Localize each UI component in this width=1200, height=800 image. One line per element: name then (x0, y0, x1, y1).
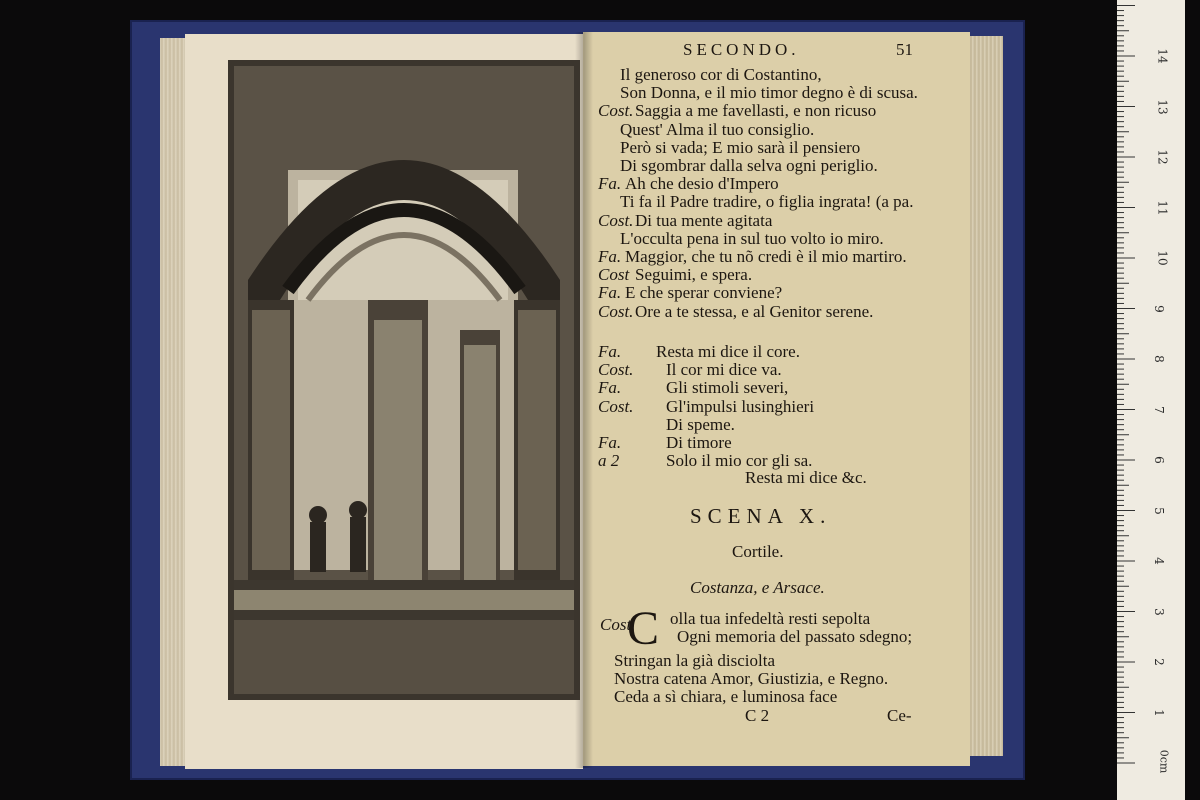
ruler-number: 5 (1151, 506, 1166, 515)
ruler-number: 2 (1151, 658, 1166, 666)
scene-characters: Costanza, e Arsace. (690, 578, 825, 597)
verse-line: E che sperar conviene? (625, 283, 783, 303)
page-number: 51 (896, 40, 913, 59)
verse-line: Di timore (666, 433, 732, 452)
verse-line: Il cor mi dice va. (666, 360, 782, 380)
ruler-number: 12 (1155, 149, 1170, 165)
verse-line: Di tua mente agitata (635, 210, 773, 230)
speaker-label: Fa. (598, 378, 622, 398)
verse-line: Però si vada; E mio sarà il pensiero (620, 137, 861, 157)
verse-line: Il generoso cor di Costantino, (620, 65, 822, 84)
speaker-label: Cost. (598, 301, 634, 321)
verse-line: Resta mi dice il core. (656, 342, 800, 361)
verse-line: Ceda a sì chiara, e luminosa face (614, 687, 838, 706)
ruler-number: 4 (1151, 557, 1166, 565)
ruler-ticks (1117, 0, 1185, 800)
scene-speaker: Cost. (600, 615, 636, 634)
verse-line: Seguimi, e spera. (635, 265, 753, 285)
speaker-label: Cost. (598, 210, 634, 230)
catchword: Ce- (887, 706, 912, 725)
ruler-number: 9 (1151, 304, 1166, 313)
speaker-label: Fa. (598, 342, 622, 361)
verse-line: Son Donna, e il mio timor degno è di scusa. (620, 83, 918, 103)
speaker-label: Cost (598, 265, 630, 285)
measuring-ruler (1117, 0, 1185, 800)
verse-line: L'occulta pena in sul tuo volto io miro. (620, 228, 884, 248)
running-head: SECONDO. (683, 40, 800, 59)
scene-setting: Cortile. (732, 542, 784, 561)
ruler-number: 6 (1151, 456, 1166, 464)
verse-line: olla tua infedeltà resti sepolta (670, 609, 871, 628)
ruler-number: 10 (1155, 250, 1170, 266)
verse-line: Nostra catena Amor, Giustizia, e Regno. (614, 669, 889, 688)
verse-line: Gli stimoli severi, (666, 378, 789, 398)
engraved-plate-illustration (228, 60, 580, 700)
ruler-unit-label: 0cm (1157, 749, 1171, 774)
ruler-number: 1 (1151, 708, 1166, 717)
signature-mark: C 2 (745, 706, 770, 725)
speaker-label: Fa. (598, 283, 622, 303)
drop-capital: C (627, 602, 660, 655)
verse-line: Gl'impulsi lusinghieri (666, 396, 815, 416)
verse-line: Saggia a me favellasti, e non ricuso (635, 101, 877, 121)
aria-repeat-line: Resta mi dice &c. (745, 468, 867, 487)
right-page-edges (965, 36, 1003, 756)
ruler-number: 3 (1151, 607, 1166, 616)
speaker-label: a 2 (598, 451, 620, 471)
verse-line: Solo il mio cor gli sa. (666, 451, 813, 471)
verse-line: Maggior, che tu nõ credi è il mio martiro. (625, 247, 907, 266)
speaker-label: Cost. (598, 396, 634, 416)
speaker-label: Cost. (598, 101, 634, 121)
verse-line: Ore a te stessa, e al Genitor serene. (635, 301, 874, 321)
verse-line: Di speme. (666, 414, 735, 434)
ruler-number: 13 (1155, 98, 1170, 115)
ruler-number: 8 (1151, 355, 1166, 363)
speaker-label: Fa. (598, 433, 622, 452)
speaker-label: Fa. (598, 247, 622, 266)
ruler-number: 11 (1155, 199, 1170, 216)
verse-line: Di sgombrar dalla selva ogni periglio. (620, 156, 878, 175)
speaker-label: Fa. (598, 174, 622, 194)
verse-line: Stringan la già disciolta (614, 651, 775, 670)
scene-title: SCENA X. (690, 504, 832, 528)
verse-line: Ogni memoria del passato sdegno; (677, 627, 913, 646)
verse-line: Ah che desio d'Impero (625, 174, 779, 194)
speaker-label: Cost. (598, 360, 634, 380)
ruler-number: 7 (1151, 405, 1166, 414)
ruler-number: 14 (1155, 48, 1170, 64)
verse-line: Quest' Alma il tuo consiglio. (620, 119, 815, 139)
verse-line: Ti fa il Padre tradire, o figlia ingrata! (a pa. (620, 192, 914, 212)
